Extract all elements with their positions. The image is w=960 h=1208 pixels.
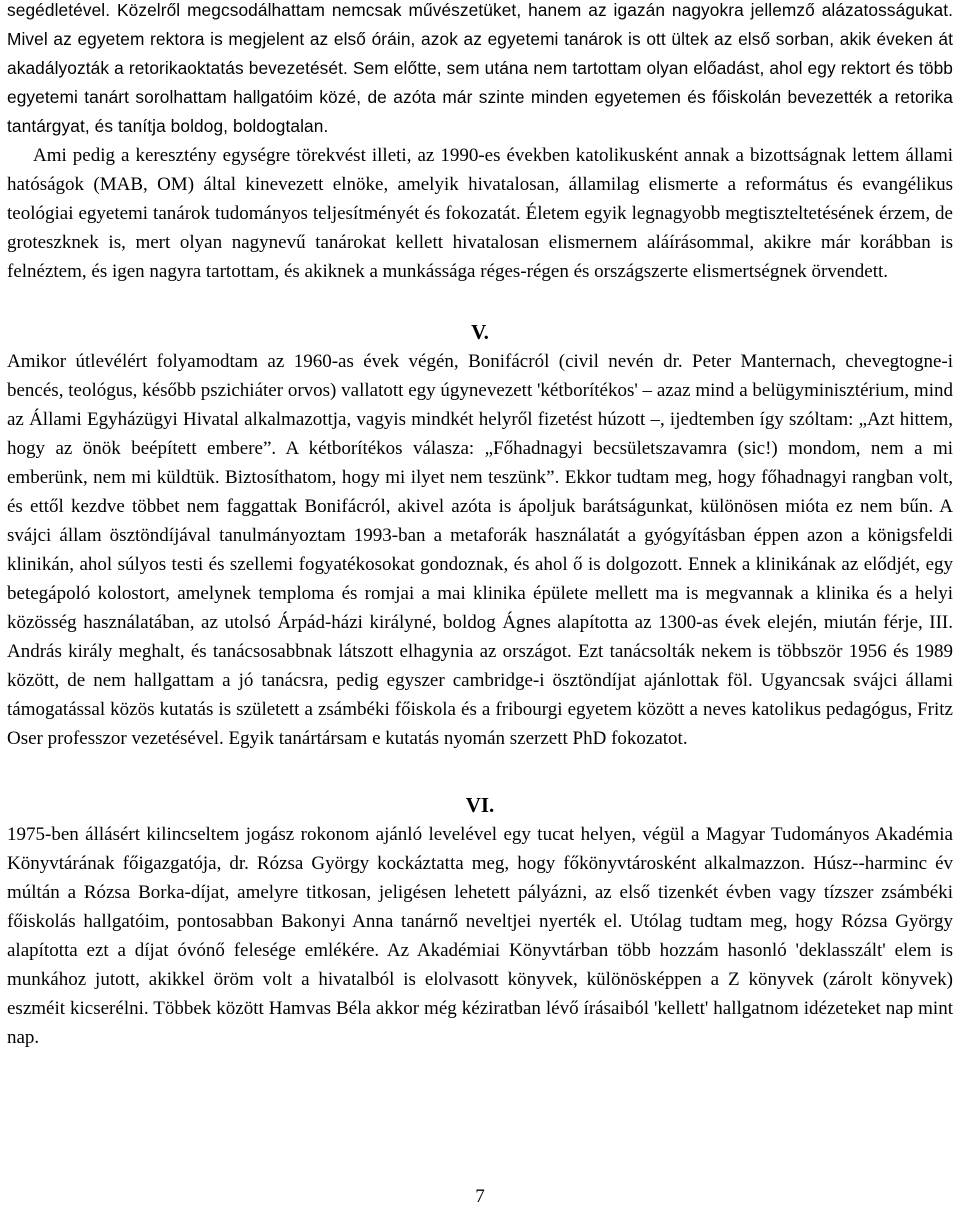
- page-number: 7: [475, 1186, 485, 1207]
- document-page: [7, 0, 953, 1052]
- paragraph-section-vi: 1975-ben állásért kilincseltem jogász rokonom ajánló levelével egy tucat helyen, végül a Magyar Tudományos Akadémia Könyvtárának főigazgatója, dr. Rózsa György kockáztatta meg, hogy főkönyvtárosként alkalmazzon. Húsz--harminc év múltán a Rózsa Borka-díjat, amelyre titkosan, jeligésen lehetett pályázni, az első tizenkét évben vagy tízszer zsámbéki főiskolás hallgatóim, pontosabban Bakonyi Anna tanárnő neveltjei nyerték el. Utólag tudtam meg, hogy Rózsa György alapította ezt a díjat óvónő felesége emlékére. Az Akadémiai Könyvtárban több hozzám hasonló 'deklasszált' elem is munkához jutott, akikkel öröm volt a hivatalból is elolvasott könyvek, különösképpen a Z könyvek (zárolt könyvek) eszméit kicserélni. Többek között Hamvas Béla akkor még kéziratban lévő írásaiból 'kellett' hallgatnom idézeteket nap mint nap.: [7, 824, 953, 1048]
- paragraph-rhetoric-course: segédletével. Közelről megcsodálhattam nemcsak művészetüket, hanem az igazán nagyokra jellemző alázatosságukat. Mivel az egyetem rektora is megjelent az első óráin, azok az egyetemi tanárok is ott ültek az első sorban, akik éveken át akadályozták a retorikaoktatás bevezetését. Sem előtte, sem utána nem tartottam olyan előadást, ahol egy rektort és több egyetemi tanárt sorolhattam hallgatóim közé, de azóta már szinte minden egyetemen és főiskolán bevezették a retorika tantárgyat, és tanítja boldog, boldogtalan.: [7, 0, 953, 136]
- section-heading-v: V.: [471, 320, 489, 344]
- paragraph-section-v: Amikor útlevélért folyamodtam az 1960-as évek végén, Bonifácról (civil nevén dr. Peter Manternach, chevegtogne-i bencés, teológus, később pszichiáter orvos) vallatott egy úgynevezett 'kétborítékos' – azaz mind a belügyminisztérium, mind az Állami Egyházügyi Hivatal alkalmazottja, vagyis mindkét helyről fizetést húzott –, ijedtemben így szóltam: „Azt hittem, hogy az önök beépített embere”. A kétborítékos válasza: „Főhadnagyi becsületszavamra (sic!) mondom, nem a mi emberünk, nem mi küldtük. Biztosíthatom, hogy mi ilyet nem teszünk”. Ekkor tudtam meg, hogy főhadnagyi rangban volt, és ettől kezdve többet nem faggattak Bonifácról, akivel azóta is ápoljuk barátságunkat, különösen mióta ez nem bűn. A svájci állam ösztöndíjával tanulmányoztam 1993-ban a metaforák használatát a gyógyításban éppen azon a königsfeldi klinikán, ahol súlyos testi és szellemi fogyatékosokat gondoznak, és ahol ő is dolgozott. Ennek a klinikának az elődjét, egy betegápoló kolostort, amelynek temploma és romjai a mai klinika épülete mellett ma is megvannak a klinika és a helyi közösség használatában, az utolsó Árpád-házi királyné, boldog Ágnes alapította az 1300-as évek elején, miután férje, III. András király meghalt, és tanácsosabbnak látszott elhagynia az országot. Ezt tanácsolták nekem is többször 1956 és 1989 között, de nem hallgattam a jó tanácsra, pedig egyszer cambridge-i ösztöndíjat ajánlottak föl. Ugyancsak svájci állami támogatással közös kutatás is született a zsámbéki főiskola és a fribourgi egyetem között a neves katolikus pedagógus, Fritz Oser professzor vezetésével. Egyik tanártársam e kutatás nyomán szerzett PhD fokozatot.: [7, 351, 953, 749]
- paragraph-ecumenical-committee: Ami pedig a keresztény egységre törekvést illeti, az 1990-es években katolikusként annak a bizottságnak lettem állami hatóságok (MAB, OM) által kinevezett elnöke, amelyik hivatalosan, államilag elismerte a református és evangélikus teológiai egyetemi tanárok tudományos teljesítményét és fokozatát. Életem egyik legnagyobb megtiszteltetésének érzem, de groteszknek is, mert olyan nagynevű tanárokat kellett hivatalosan elismernem aláírásommal, akikre már korábban is felnéztem, és igen nagyra tartottam, és akiknek a munkássága réges-régen és országszerte elismertségnek örvendett.: [7, 145, 953, 282]
- section-heading-vi: VI.: [465, 793, 495, 817]
